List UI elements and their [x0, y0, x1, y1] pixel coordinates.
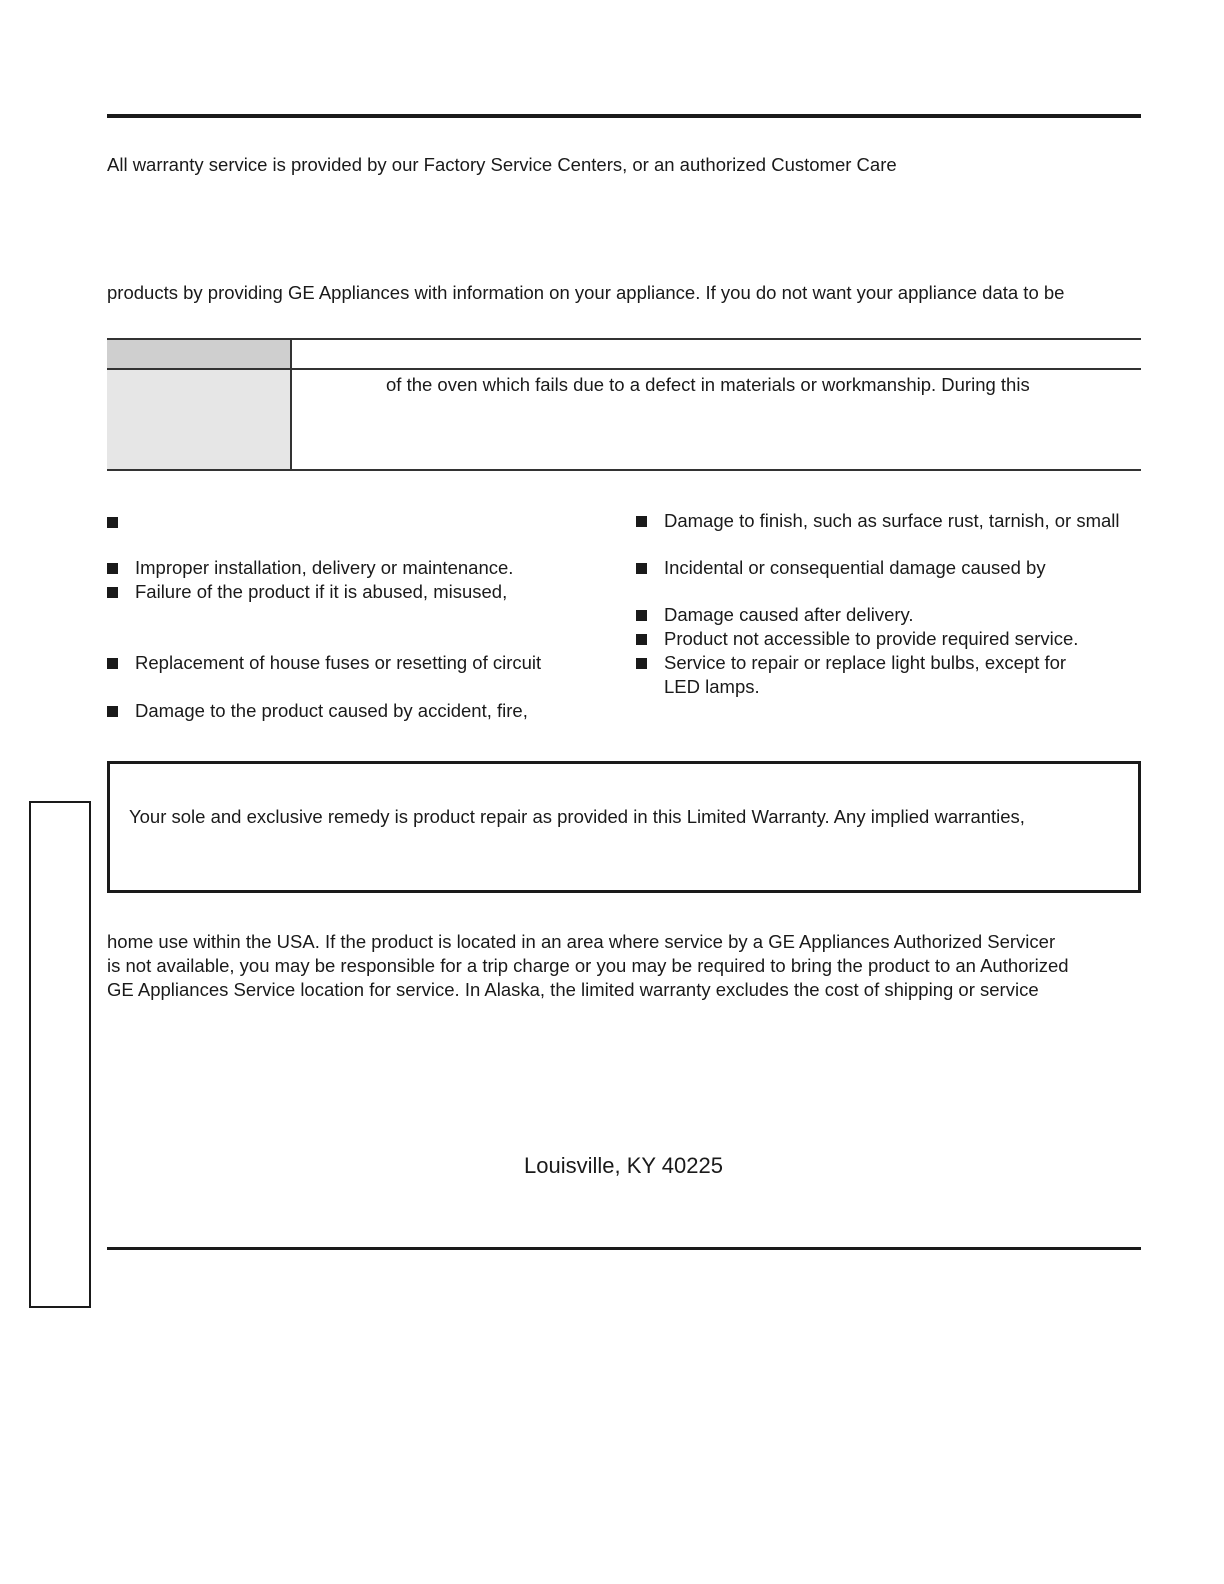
top-divider: [107, 114, 1141, 118]
table-header-cell: [107, 339, 290, 368]
table-top-border: [107, 338, 1141, 340]
table-column-divider: [290, 339, 292, 470]
warrantor-address: Louisville, KY 40225: [524, 1153, 723, 1178]
bullet-square-icon: [107, 563, 118, 574]
coverage-line-1: home use within the USA. If the product is located in an area where service by a GE Appliances Authorized Servicer: [107, 931, 1056, 952]
bullet-square-icon: [107, 658, 118, 669]
coverage-line-2: is not available, you may be responsible for a trip charge or you may be required to bring the product to an Authorized: [107, 955, 1069, 976]
intro-line-1: All warranty service is provided by our Factory Service Centers, or an authorized Customer Care: [107, 154, 897, 175]
bullet-square-icon: [107, 706, 118, 717]
bullet-square-icon: [636, 658, 647, 669]
list-item-continuation: LED lamps.: [664, 676, 760, 697]
bullet-square-icon: [636, 563, 647, 574]
bullet-square-icon: [107, 587, 118, 598]
coverage-line-3: GE Appliances Service location for service. In Alaska, the limited warranty excludes the cost of shipping or service: [107, 979, 1039, 1000]
table-bottom-border: [107, 469, 1141, 471]
bottom-divider: [107, 1247, 1141, 1250]
bullet-square-icon: [107, 517, 118, 528]
table-period-cell: [107, 370, 290, 469]
table-coverage-text: of the oven which fails due to a defect in materials or workmanship. During this: [386, 374, 1030, 395]
bullet-square-icon: [636, 634, 647, 645]
table-header-border: [107, 368, 1141, 370]
notice-text: Your sole and exclusive remedy is product repair as provided in this Limited Warranty. Any implied warranties,: [129, 806, 1025, 827]
side-tab: [29, 801, 91, 1308]
intro-line-2: products by providing GE Appliances with information on your appliance. If you do not want your appliance data to be: [107, 282, 1065, 303]
bullet-square-icon: [636, 516, 647, 527]
bullet-square-icon: [636, 610, 647, 621]
